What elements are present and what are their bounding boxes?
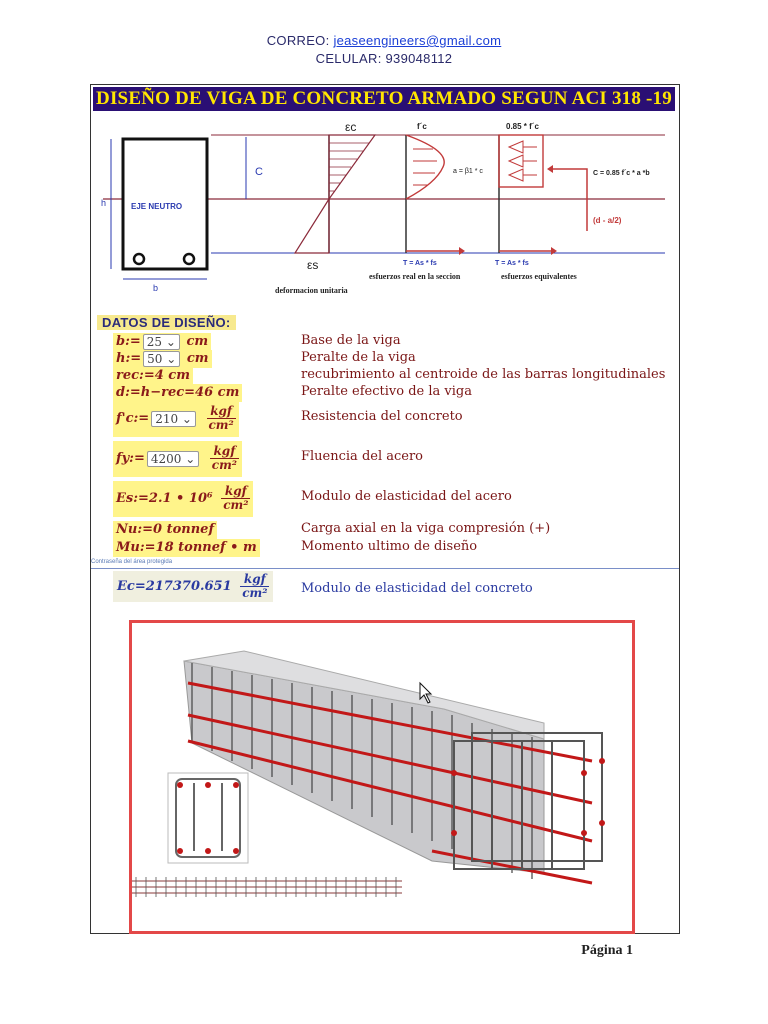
b-expression: b:= 25 ⌄ cm — [113, 333, 211, 351]
equivalent-stress-caption: esfuerzos equivalentes — [501, 272, 577, 281]
d-description: Peralte efectivo de la viga — [301, 384, 472, 399]
b-value-dropdown[interactable]: 25 ⌄ — [143, 334, 180, 350]
rebar-cage-illustration — [129, 620, 635, 934]
fc-label: f´c — [417, 122, 427, 131]
c-label: C — [255, 166, 263, 178]
design-sheet — [90, 84, 680, 934]
epsilon-s-label: εs — [307, 258, 319, 272]
epsilon-c-label: εc — [345, 120, 357, 134]
fc-description: Resistencia del concreto — [301, 409, 463, 424]
h-value-dropdown[interactable]: 50 ⌄ — [143, 351, 180, 367]
email-link[interactable]: jeaseengineers@gmail.com — [333, 33, 502, 48]
protected-area-note: Contraseña del área protegida — [91, 559, 173, 565]
stress-strain-diagram — [91, 111, 679, 311]
nu-expression: Nu:=0 tonnef — [113, 521, 217, 539]
rec-expression: rec:=4 cm — [113, 367, 193, 385]
ec-description: Modulo de elasticidad del concreto — [301, 581, 533, 596]
fc-value-dropdown[interactable]: 210 ⌄ — [151, 411, 196, 427]
strain-caption: deformacion unitaria — [275, 286, 348, 295]
d-expression: d:=h−rec=46 cm — [113, 384, 242, 402]
compression-label: C = 0.85 f´c * a *b — [593, 170, 650, 177]
ec-expression: Ec=217370.651 $\frac{\text{kgf}}{\text{cm²}}$ — [113, 571, 273, 602]
email-label: CORREO: — [266, 33, 330, 48]
mu-description: Momento ultimo de diseño — [301, 539, 478, 554]
b-description: Base de la viga — [301, 333, 401, 348]
rec-description: recubrimiento al centroide de las barras longitudinales — [301, 367, 666, 382]
page-number: Página 1 — [581, 943, 633, 958]
lever-arm-label: (d - a/2) — [593, 216, 622, 225]
es-expression: Es:=2.1 • 10⁶ $\frac{\text{kgf}}{\text{cm²}}$ — [113, 481, 253, 517]
h-expression: h:= 50 ⌄ cm — [113, 350, 212, 368]
fc-expression: f'c:= 210 ⌄ $\frac{\text{kgf}}{\text{cm²}}$ — [113, 401, 239, 437]
real-stress-caption: esfuerzos real en la seccion — [369, 272, 461, 281]
phone-line: CELULAR: 939048112 — [315, 51, 453, 66]
sheet-title: DISEÑO DE VIGA DE CONCRETO ARMADO SEGUN ACI 318 -19 — [93, 87, 675, 111]
email-line — [0, 33, 768, 48]
fc085-label: 0.85 * f´c — [506, 122, 539, 131]
fy-description: Fluencia del acero — [301, 449, 424, 464]
fy-expression: fy:= 4200 ⌄ $\frac{\text{kgf}}{\text{cm²}}$ — [113, 441, 242, 477]
nu-description: Carga axial en la viga compresión (+) — [301, 521, 551, 536]
fy-value-dropdown[interactable]: 4200 ⌄ — [147, 451, 199, 467]
rebar-cage-drawing — [132, 623, 632, 931]
h-description: Peralte de la viga — [301, 350, 416, 365]
design-data-label: DATOS DE DISEÑO: — [97, 315, 236, 330]
neutral-axis-label: EJE NEUTRO — [131, 202, 183, 211]
es-description: Modulo de elasticidad del acero — [301, 489, 512, 504]
a-beta-label: a = β1 * c — [453, 168, 483, 175]
h-label: h — [101, 198, 107, 208]
tension-equivalent-label: T = As * fs — [495, 260, 529, 267]
protected-area-separator — [91, 568, 679, 569]
mu-expression: Mu:=18 tonnef • m — [113, 539, 260, 557]
tension-real-label: T = As * fs — [403, 260, 437, 267]
b-label: b — [153, 283, 159, 293]
